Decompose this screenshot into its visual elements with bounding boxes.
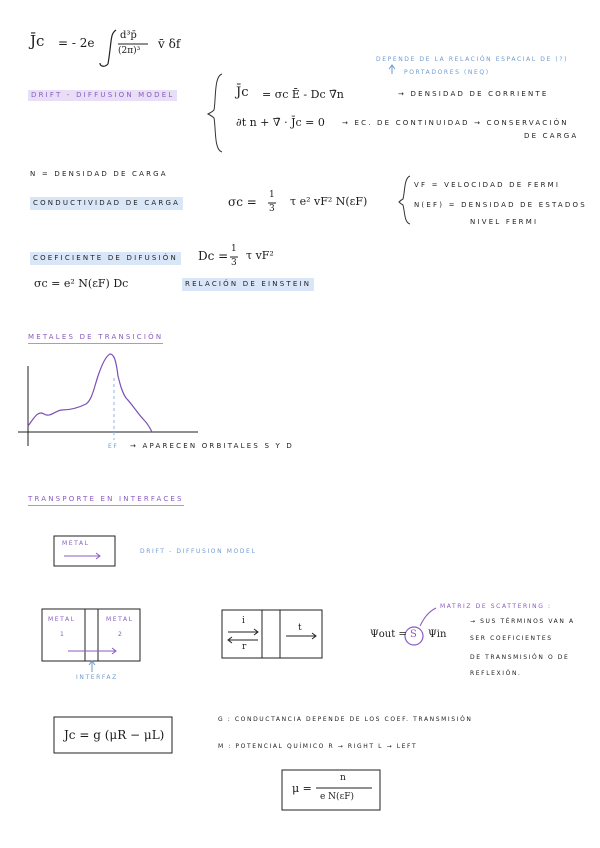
drift-eq1-rhs: = σc Ē - Dc ∇̄n <box>262 88 344 101</box>
scattering-title: MATRIZ DE SCATTERING : <box>440 603 552 610</box>
transporte-title: TRANSPORTE EN INTERFACES <box>28 496 184 506</box>
mu-den: e N(εF) <box>320 792 354 802</box>
reflected-label: r <box>242 642 247 652</box>
einstein-eq: σc = e² N(εF) Dc <box>34 277 129 290</box>
drift-eq2-note2: DE CARGA <box>524 132 579 140</box>
conductividad-lhs: σc = <box>228 195 257 209</box>
transmitted-label: t <box>298 623 302 633</box>
mu-num: n <box>340 773 346 783</box>
current-frac-num: d³p̄ <box>120 30 137 41</box>
interfaz-label: INTERFAZ <box>76 674 118 681</box>
depende-note-2: PORTADORES (NEQ) <box>404 69 490 76</box>
metal-right-num: 2 <box>118 631 124 638</box>
incident-label: i <box>242 616 245 626</box>
mu-definition: Μ : POTENCIAL QUÍMICO R → RIGHT L → LEFT <box>218 743 418 750</box>
drift-eq2-note: → EC. DE CONTINUIDAD → CONSERVACIÓN <box>342 119 569 127</box>
psi-out: Ψout = <box>370 629 407 640</box>
scattering-line-3: DE TRANSMISIÓN O DE <box>470 654 570 661</box>
difusion-frac-num: 1 <box>231 244 237 254</box>
n-definition: N = DENSIDAD DE CARGA <box>30 170 168 178</box>
current-frac-den: (2π)³ <box>118 46 141 56</box>
conductividad-rhs: τ e² vF² N(εF) <box>290 195 368 208</box>
fermi-velocity-def: VF = VELOCIDAD DE FERMI <box>414 181 561 189</box>
mu-lhs: μ = <box>292 782 312 795</box>
difusion-label: COEFICIENTE DE DIFUSIÓN <box>30 252 181 265</box>
ef-label: EF <box>108 443 119 450</box>
drift-title: DRIFT - DIFFUSION MODEL <box>28 90 177 101</box>
conductance-formula: Jc = g (μR − μL) <box>64 728 165 742</box>
scattering-line-2: SER COEFICIENTES <box>470 635 553 642</box>
difusion-rhs: τ vF² <box>246 249 274 262</box>
difusion-lhs: Dc = <box>198 249 229 263</box>
fermi-dos-def: N(ΕF) = DENSIDAD DE ESTADOS <box>414 201 587 209</box>
current-lhs: J̄c <box>30 32 45 50</box>
drift-diffusion-note: DRIFT - DIFFUSION MODEL <box>140 548 257 555</box>
depende-note-1: DEPENDE DE LA RELACIÓN ESPACIAL DE (?) <box>376 56 569 63</box>
psi-in: Ψin <box>428 629 447 640</box>
fermi-level-def: NIVEL FERMI <box>470 218 539 226</box>
conductividad-frac-num: 1 <box>269 190 275 200</box>
ef-note: → APARECEN ORBITALES S Y D <box>130 442 295 450</box>
difusion-frac-den: 3 <box>231 258 237 268</box>
metales-title: METALES DE TRANSICIÓN <box>28 334 163 344</box>
metal-box-label: METAL <box>62 540 90 547</box>
density-of-states-curve <box>28 354 152 432</box>
conductividad-label: CONDUCTIVIDAD DE CARGA <box>30 197 183 210</box>
conductividad-frac-den: 3 <box>269 204 275 214</box>
current-tail: v̄ δf <box>158 37 181 51</box>
g-definition: G : CONDUCTANCIA DEPENDE DE LOS COEF. TRANSMISIÓN <box>218 716 473 723</box>
einstein-label: RELACIÓN DE EINSTEIN <box>182 278 314 291</box>
scattering-line-4: REFLEXIÓN. <box>470 670 522 677</box>
drift-eq1-note: → DENSIDAD DE CORRIENTE <box>398 90 549 98</box>
s-matrix-symbol: S <box>410 629 417 640</box>
scattering-line-1: → SUS TÉRMINOS VAN A <box>470 618 575 625</box>
metal-left-label: METAL <box>48 616 76 623</box>
current-rhs: = - 2e <box>58 36 95 50</box>
metal-left-num: 1 <box>60 631 66 638</box>
metal-right-label: METAL <box>106 616 134 623</box>
drift-eq2-lhs: ∂t n + ∇̄ · J̄c = 0 <box>236 116 325 129</box>
drift-eq1-lhs: J̄c <box>236 85 249 100</box>
